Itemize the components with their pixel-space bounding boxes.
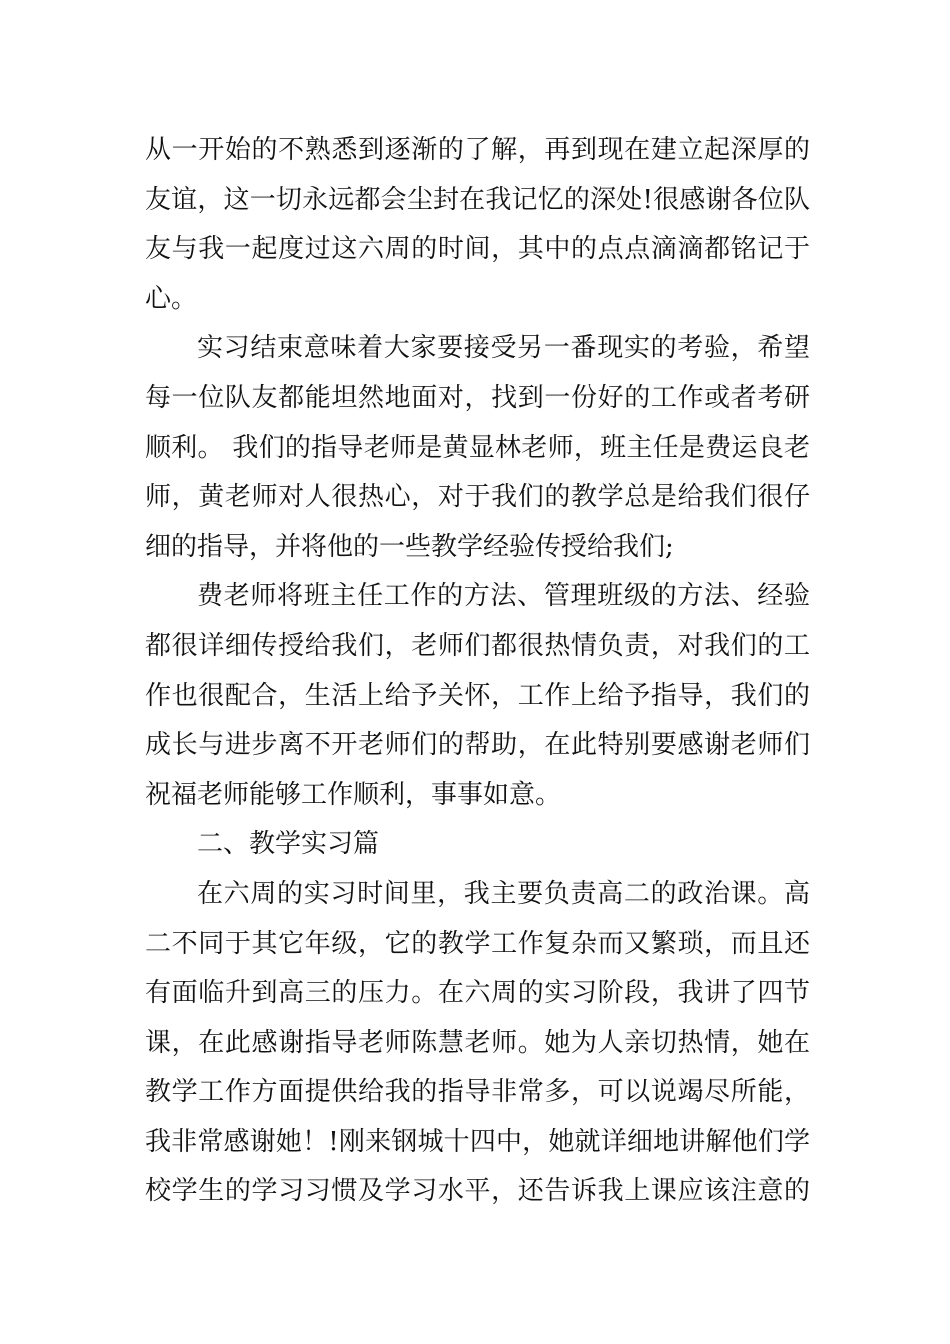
text-line: 课，在此感谢指导老师陈慧老师。她为人亲切热情，她在 <box>145 1027 810 1058</box>
text-line: 二不同于其它年级，它的教学工作复杂而又繁琐，而且还 <box>145 928 810 959</box>
text-line: 都很详细传授给我们，老师们都很热情负责，对我们的工 <box>145 630 810 661</box>
text-line: 顺利。 我们的指导老师是黄显林老师，班主任是费运良老 <box>145 432 810 463</box>
text-line: 从一开始的不熟悉到逐渐的了解，再到现在建立起深厚的 <box>145 135 810 165</box>
document-body <box>145 126 810 1217</box>
text-line: 心。 <box>145 283 198 314</box>
section-heading: 二、教学实习篇 <box>197 829 380 860</box>
text-line: 费老师将班主任工作的方法、管理班级的方法、经验 <box>197 581 810 612</box>
text-line: 师，黄老师对人很热心，对于我们的教学总是给我们很仔 <box>145 482 810 513</box>
text-line: 友谊，这一切永远都会尘封在我记忆的深处!很感谢各位队 <box>145 184 810 215</box>
text-line: 在六周的实习时间里，我主要负责高二的政治课。高 <box>197 878 810 909</box>
text-line: 我非常感谢她！!刚来钢城十四中，她就详细地讲解他们学 <box>145 1126 810 1157</box>
text-line: 细的指导，并将他的一些教学经验传授给我们; <box>145 531 674 562</box>
text-line: 校学生的学习习惯及学习水平，还告诉我上课应该注意的 <box>145 1176 810 1207</box>
text-line: 友与我一起度过这六周的时间，其中的点点滴滴都铭记于 <box>145 234 810 265</box>
text-line: 作也很配合，生活上给予关怀，工作上给予指导，我们的 <box>145 680 810 711</box>
text-line: 有面临升到高三的压力。在六周的实习阶段，我讲了四节 <box>145 978 810 1009</box>
text-line: 每一位队友都能坦然地面对，找到一份好的工作或者考研 <box>145 382 810 413</box>
text-line: 实习结束意味着大家要接受另一番现实的考验，希望 <box>197 333 810 364</box>
text-line: 成长与进步离不开老师们的帮助，在此特别要感谢老师们 <box>145 730 810 761</box>
text-line: 教学工作方面提供给我的指导非常多，可以说竭尽所能， <box>145 1077 810 1108</box>
text-line: 祝福老师能够工作顺利，事事如意。 <box>145 779 562 810</box>
